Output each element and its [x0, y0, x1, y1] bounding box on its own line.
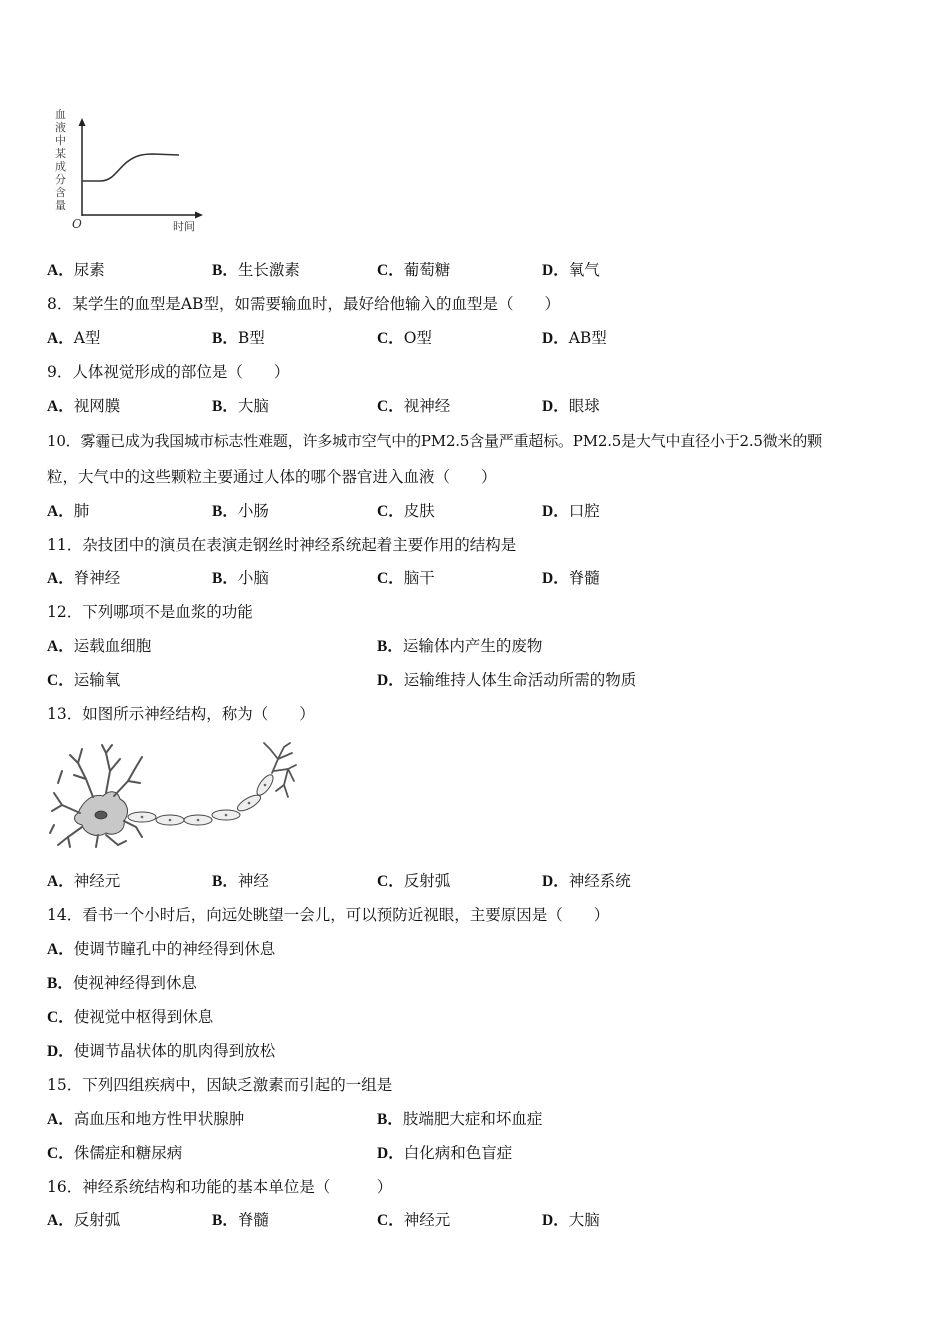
option-text: 脊神经	[73, 569, 121, 587]
q13-option-d[interactable]	[542, 871, 631, 892]
q13-option-a[interactable]	[47, 871, 120, 892]
option-letter: C．	[377, 873, 404, 890]
option-text: 使视神经得到休息	[72, 974, 197, 992]
option-letter: C．	[377, 1212, 404, 1229]
option-text: 运输氧	[73, 671, 121, 689]
option-letter: A．	[47, 503, 74, 520]
q9-option-c[interactable]	[377, 396, 450, 417]
q10-option-c[interactable]	[377, 501, 435, 522]
graph-curve	[82, 154, 179, 181]
q16-option-a[interactable]	[47, 1210, 120, 1231]
q8-stem: 8．某学生的血型是AB型，如需要输血时，最好给他输入的血型是（ ）	[47, 295, 560, 313]
option-text: 运输体内产生的废物	[402, 637, 543, 655]
option-text: 小肠	[237, 502, 269, 520]
ylabel-char: 含	[55, 186, 66, 199]
option-letter: D．	[542, 398, 569, 415]
neuron-figure	[48, 741, 298, 851]
option-letter: C．	[47, 1009, 74, 1026]
q8-option-a[interactable]	[47, 328, 100, 349]
option-text: 神经元	[403, 1211, 451, 1229]
q13-stem: 13．如图所示神经结构，称为（ ）	[47, 705, 315, 723]
option-letter: A．	[47, 398, 74, 415]
option-letter: B．	[212, 398, 238, 415]
option-letter: D．	[542, 873, 569, 890]
q10-stem-line2: 粒，大气中的这些颗粒主要通过人体的哪个器官进入血液（ ）	[47, 468, 497, 486]
graph-x-arrow	[195, 212, 203, 219]
q12-option-d[interactable]	[377, 670, 636, 691]
q10-option-d[interactable]	[542, 501, 600, 522]
option-letter: A．	[47, 873, 74, 890]
ylabel-char: 量	[55, 199, 66, 212]
q9-option-d[interactable]	[542, 396, 600, 417]
option-text: 运载血细胞	[73, 637, 152, 655]
q14-option-c[interactable]	[47, 1007, 213, 1028]
ylabel-char: 分	[55, 173, 66, 186]
option-letter: B．	[212, 262, 238, 279]
ylabel-char: 成	[55, 160, 66, 173]
q12-stem: 12．下列哪项不是血浆的功能	[47, 603, 253, 621]
q11-option-b[interactable]	[212, 568, 269, 589]
option-letter: A．	[47, 570, 74, 587]
option-text: 视网膜	[73, 397, 121, 415]
option-text: 神经元	[73, 872, 121, 890]
option-text: B型	[237, 329, 265, 347]
neuron-axon-myelin	[128, 772, 276, 825]
option-text: 脊髓	[237, 1211, 269, 1229]
option-text: 尿素	[73, 261, 105, 279]
option-text: 侏儒症和糖尿病	[73, 1144, 183, 1162]
option-text: 口腔	[568, 502, 600, 520]
q16-option-c[interactable]	[377, 1210, 450, 1231]
option-letter: A．	[47, 262, 74, 279]
q14-option-d[interactable]	[47, 1041, 275, 1062]
q11-stem: 11．杂技团中的演员在表演走钢丝时神经系统起着主要作用的结构是	[47, 536, 517, 554]
q7-option-a[interactable]	[47, 260, 105, 281]
option-text: 白化病和色盲症	[403, 1144, 513, 1162]
option-letter: B．	[47, 975, 73, 992]
option-letter: A．	[47, 941, 74, 958]
option-letter: B．	[212, 873, 238, 890]
option-text: 视神经	[403, 397, 451, 415]
q9-stem: 9．人体视觉形成的部位是（ ）	[47, 363, 290, 381]
option-text: 生长激素	[237, 261, 300, 279]
option-text: A型	[73, 329, 101, 347]
q15-stem: 15．下列四组疾病中，因缺乏激素而引起的一组是	[47, 1076, 393, 1094]
option-letter: B．	[212, 330, 238, 347]
option-letter: A．	[47, 1212, 74, 1229]
option-letter: A．	[47, 638, 74, 655]
q14-option-a[interactable]	[47, 939, 275, 960]
q8-option-b[interactable]	[212, 328, 265, 349]
q12-option-a[interactable]	[47, 636, 151, 657]
option-letter: B．	[377, 638, 403, 655]
q7-option-b[interactable]	[212, 260, 300, 281]
q16-option-b[interactable]	[212, 1210, 269, 1231]
option-text: 大脑	[568, 1211, 600, 1229]
option-text: 神经系统	[568, 872, 631, 890]
option-letter: B．	[212, 1212, 238, 1229]
option-letter: C．	[377, 570, 404, 587]
option-text: 氧气	[568, 261, 600, 279]
option-letter: D．	[542, 570, 569, 587]
q12-option-b[interactable]	[377, 636, 542, 657]
q15-option-d[interactable]	[377, 1143, 512, 1164]
option-text: 脑干	[403, 569, 435, 587]
q11-option-d[interactable]	[542, 568, 600, 589]
option-letter: D．	[542, 503, 569, 520]
option-letter: C．	[377, 398, 404, 415]
ylabel-char: 某	[55, 147, 66, 160]
option-text: 反射弧	[73, 1211, 121, 1229]
q7-option-d[interactable]	[542, 260, 600, 281]
option-text: 高血压和地方性甲状腺肿	[73, 1110, 245, 1128]
q12-option-c[interactable]	[47, 670, 120, 691]
blood-content-graph	[55, 108, 215, 236]
option-text: 肢端肥大症和坏血症	[402, 1110, 543, 1128]
q14-stem: 14．看书一个小时后，向远处眺望一会儿，可以预防近视眼，主要原因是（ ）	[47, 906, 610, 924]
option-text: 使调节瞳孔中的神经得到休息	[73, 940, 276, 958]
option-letter: A．	[47, 330, 74, 347]
option-letter: C．	[47, 672, 74, 689]
option-letter: D．	[47, 1043, 74, 1060]
option-letter: D．	[542, 262, 569, 279]
q8-option-d[interactable]	[542, 328, 607, 349]
option-letter: B．	[212, 503, 238, 520]
option-letter: D．	[542, 330, 569, 347]
q11-option-c[interactable]	[377, 568, 435, 589]
option-text: 眼球	[568, 397, 600, 415]
option-letter: C．	[377, 330, 404, 347]
q16-option-d[interactable]	[542, 1210, 600, 1231]
q15-option-c[interactable]	[47, 1143, 182, 1164]
option-text: 皮肤	[403, 502, 435, 520]
q10-stem-line1: 10．雾霾已成为我国城市标志性难题，许多城市空气中的PM2.5含量严重超标。PM2.5是大气中直径小于2.5微米的颗	[47, 432, 822, 450]
option-letter: B．	[377, 1111, 403, 1128]
option-letter: D．	[377, 1145, 404, 1162]
option-text: 大脑	[237, 397, 269, 415]
option-text: 葡萄糖	[403, 261, 451, 279]
option-letter: D．	[377, 672, 404, 689]
q9-option-b[interactable]	[212, 396, 269, 417]
q16-stem: 16．神经系统结构和功能的基本单位是（ ）	[47, 1178, 393, 1196]
option-letter: A．	[47, 1111, 74, 1128]
q8-option-c[interactable]	[377, 328, 432, 349]
option-text: O型	[403, 329, 432, 347]
q10-option-a[interactable]	[47, 501, 89, 522]
graph-x-axis-label: 时间	[173, 220, 195, 233]
option-letter: C．	[377, 503, 404, 520]
q9-option-a[interactable]	[47, 396, 120, 417]
option-text: 使调节晶状体的肌肉得到放松	[73, 1042, 276, 1060]
option-letter: C．	[377, 262, 404, 279]
option-text: 肺	[73, 502, 90, 520]
option-text: 小脑	[237, 569, 269, 587]
q13-option-c[interactable]	[377, 871, 450, 892]
option-letter: D．	[542, 1212, 569, 1229]
neuron-nucleus	[95, 811, 107, 819]
q15-option-a[interactable]	[47, 1109, 244, 1130]
ylabel-char: 血	[55, 108, 66, 121]
graph-origin-label: O	[72, 217, 82, 231]
option-text: 反射弧	[403, 872, 451, 890]
option-text: 神经	[237, 872, 269, 890]
option-letter: C．	[47, 1145, 74, 1162]
q14-option-b[interactable]	[47, 973, 197, 994]
q15-option-b[interactable]	[377, 1109, 542, 1130]
q7-option-c[interactable]	[377, 260, 450, 281]
option-text: AB型	[568, 329, 607, 347]
ylabel-char: 液	[55, 121, 66, 134]
option-letter: B．	[212, 570, 238, 587]
q10-option-b[interactable]	[212, 501, 269, 522]
q13-option-b[interactable]	[212, 871, 269, 892]
option-text: 脊髓	[568, 569, 600, 587]
option-text: 运输维持人体生命活动所需的物质	[403, 671, 637, 689]
q11-option-a[interactable]	[47, 568, 120, 589]
graph-y-arrow	[79, 118, 86, 126]
option-text: 使视觉中枢得到休息	[73, 1008, 214, 1026]
ylabel-char: 中	[55, 134, 66, 147]
